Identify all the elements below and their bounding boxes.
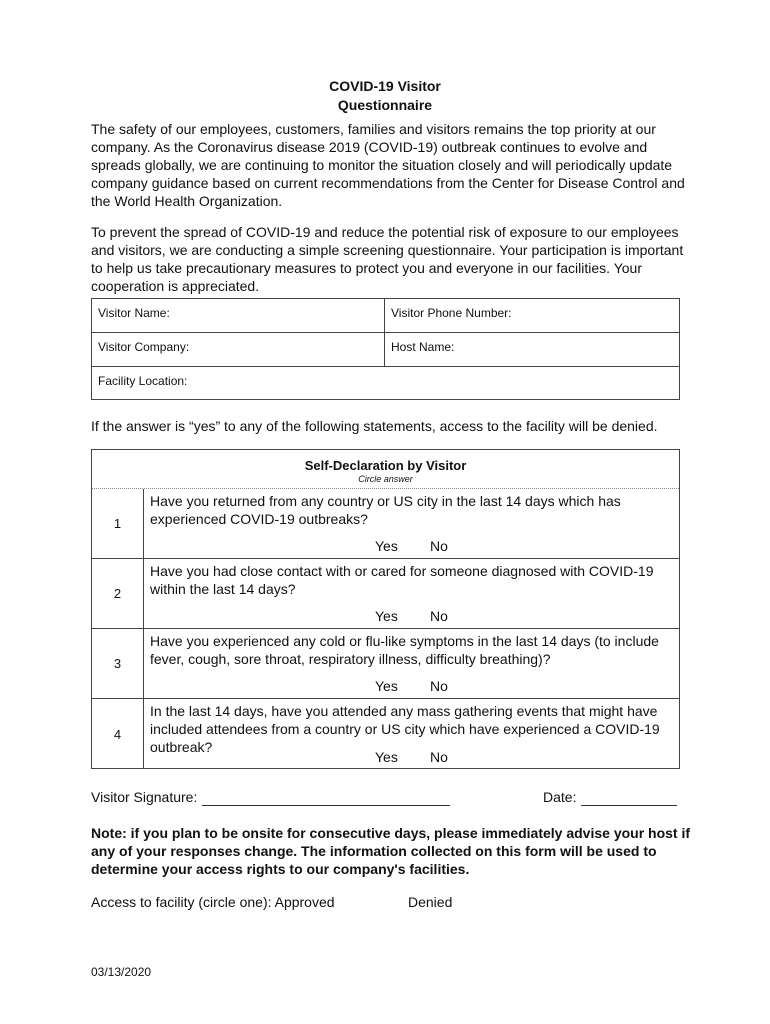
question-text: Have you returned from any country or US city in the last 14 days which has experienced COVID-19 outbreaks? (150, 493, 621, 527)
answer-no[interactable]: No (430, 678, 448, 694)
answer-no[interactable]: No (430, 538, 448, 554)
access-approved-label: Access to facility (circle one): Approved (91, 894, 335, 910)
question-body (144, 699, 679, 769)
footer-date: 03/13/2020 (91, 965, 152, 979)
question-body (144, 559, 679, 628)
access-warning: If the answer is “yes” to any of the following statements, access to the facility will be denied. (91, 418, 658, 434)
answer-options (375, 677, 448, 695)
answer-no[interactable]: No (430, 608, 448, 624)
visitor-company-field[interactable]: Visitor Company: (92, 333, 385, 366)
form-title-line2: Questionnaire (337, 97, 433, 113)
question-row-2 (92, 559, 679, 629)
question-body (144, 489, 679, 558)
info-row (92, 299, 679, 333)
answer-no[interactable]: No (430, 749, 448, 765)
self-declaration-title: Self-Declaration by Visitor (304, 458, 467, 473)
visitor-phone-field[interactable]: Visitor Phone Number: (391, 306, 512, 320)
date-label: Date: (543, 789, 577, 805)
form-title (0, 77, 770, 115)
question-text: Have you experienced any cold or flu-like symptoms in the last 14 days (to include fever, cough, sore throat, respiratory illness, difficulty breathing)? (150, 633, 659, 667)
signature-field[interactable] (202, 805, 450, 806)
info-row (92, 367, 679, 399)
intro-paragraph-2: To prevent the spread of COVID-19 and reduce the potential risk of exposure to our employees and visitors, we are conducting a simple screening questionnaire. Your participation is important to help us take precautionary measures to protect you and everyone in our facilities. Your cooperation is appreciated. (91, 224, 684, 294)
question-row-1 (92, 489, 679, 559)
visitor-name-field[interactable]: Visitor Name: (92, 299, 385, 332)
date-field[interactable] (581, 805, 677, 806)
intro-paragraph-1: The safety of our employees, customers, families and visitors remains the top priority at our company. As the Coronavirus disease 2019 (COVID-19) outbreak continues to evolve and spreads globally, we are continuing to monitor the situation closely and will periodically update company guidance based on current recommendations from the Center for Disease Control and the World Health Organization. (91, 121, 685, 209)
question-row-3 (92, 629, 679, 699)
self-declaration-subtitle: Circle answer (358, 474, 413, 484)
facility-location-field[interactable]: Facility Location: (98, 374, 188, 388)
question-text: Have you had close contact with or cared for someone diagnosed with COVID-19 within the last 14 days? (150, 563, 654, 597)
visitor-info-table (91, 298, 680, 400)
host-name-field[interactable]: Host Name: (391, 340, 455, 354)
question-number: 1 (92, 489, 144, 558)
answer-options (375, 537, 448, 555)
info-row (92, 333, 679, 367)
question-row-4 (92, 699, 679, 769)
question-number: 4 (92, 699, 144, 769)
question-number: 3 (92, 629, 144, 698)
answer-options (375, 748, 448, 766)
answer-options (375, 607, 448, 625)
answer-yes[interactable]: Yes (375, 749, 398, 765)
self-declaration-table (91, 449, 680, 769)
answer-yes[interactable]: Yes (375, 608, 398, 624)
question-number: 2 (92, 559, 144, 628)
question-body (144, 629, 679, 698)
access-denied-option[interactable]: Denied (408, 894, 453, 910)
answer-yes[interactable]: Yes (375, 678, 398, 694)
onsite-note: Note: if you plan to be onsite for consecutive days, please immediately advise your host if any of your responses change. The information collected on this form will be used to determine your access rights to our company's facilities. (91, 825, 691, 877)
form-title-line1: COVID-19 Visitor (329, 78, 441, 94)
self-declaration-header (92, 450, 679, 489)
answer-yes[interactable]: Yes (375, 538, 398, 554)
question-text: In the last 14 days, have you attended any mass gathering events that might have included attendees from a country or US city which have experienced a COVID-19 outbreak? (150, 703, 660, 755)
signature-label: Visitor Signature: (91, 789, 198, 805)
